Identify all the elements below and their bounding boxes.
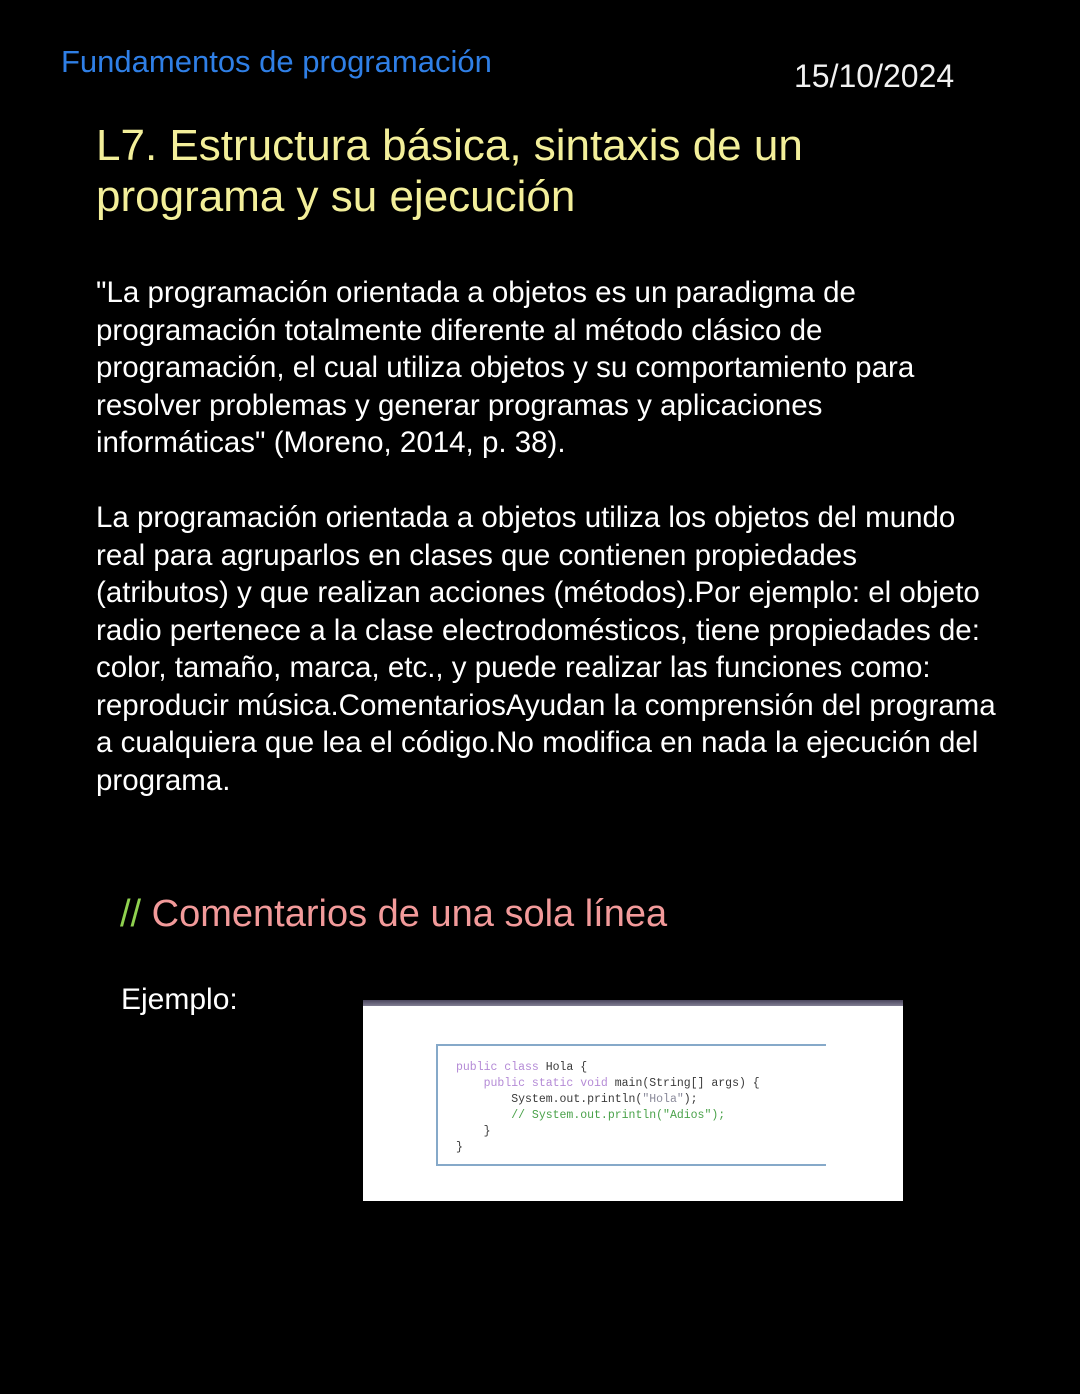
code-string: "Hola" (642, 1093, 684, 1106)
image-top-artifact (363, 1000, 903, 1006)
code-text: System.out.println( (456, 1093, 643, 1106)
code-keyword: public static void (483, 1077, 608, 1090)
example-label: Ejemplo: (121, 983, 238, 1016)
code-text: main(String[] args) { (607, 1077, 760, 1090)
course-name: Fundamentos de programación (61, 44, 492, 79)
code-block (436, 1044, 826, 1166)
code-keyword: public class (456, 1061, 539, 1074)
section-heading-text: Comentarios de una sola línea (141, 893, 668, 935)
code-line-1 (456, 1060, 826, 1076)
explanation-paragraph: La programación orientada a objetos utiliza los objetos del mundo real para agruparlos en clases que contienen propiedades (atributos) y que realizan acciones (métodos).Por ejemplo: el objeto radio pertenece a la clase electrodomésticos, tiene propiedades de: color, tamaño, marca, etc., y puede realizar las funciones como: reproducir música.ComentariosAyudan la comprensión del programa a cualquiera que lea el código.No modifica en nada la ejecución del programa. (96, 501, 996, 797)
code-line-6: } (456, 1141, 463, 1154)
lesson-title: L7. Estructura básica, sintaxis de un programa y su ejecución (96, 121, 803, 221)
code-text: Hola { (538, 1061, 588, 1074)
code-comment: // System.out.println("Adios"); (511, 1109, 726, 1122)
code-line-3 (456, 1092, 826, 1108)
code-example-image (363, 1000, 903, 1201)
code-line-5: } (456, 1125, 491, 1138)
code-indent (456, 1077, 484, 1090)
code-indent (456, 1109, 511, 1122)
quote-paragraph: "La programación orientada a objetos es un paradigma de programación totalmente diferente al método clásico de programación, el cual utiliza objetos y su comportamiento para resolver problemas y generar programas y aplicaciones informáticas" (Moreno, 2014, p. 38). (96, 276, 915, 459)
code-line-4 (456, 1108, 826, 1124)
code-text: ); (683, 1093, 698, 1106)
comment-slashes: // (120, 893, 142, 935)
section-heading (120, 893, 667, 936)
code-line-2 (456, 1076, 826, 1092)
slide-date: 15/10/2024 (794, 58, 955, 94)
